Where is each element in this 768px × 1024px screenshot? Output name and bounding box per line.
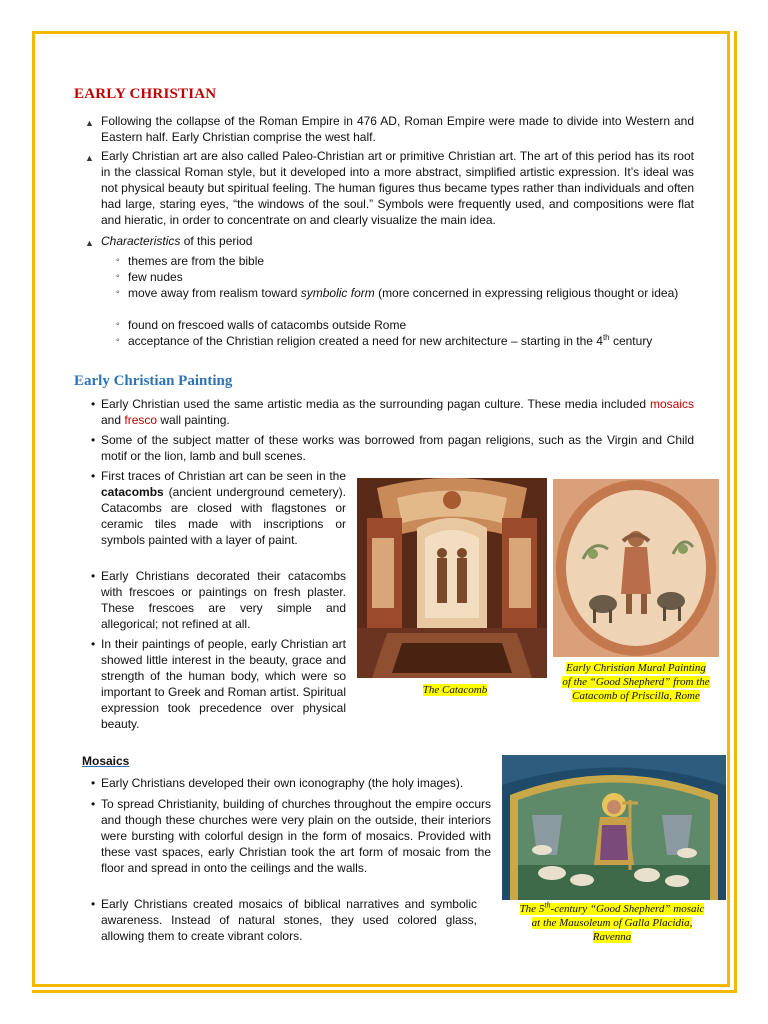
painting-bullet-2: • Some of the subject matter of these works was borrowed from pagan religions, such as the Virgin and Child motif or the lion, lamb and bull scenes. [91,433,694,463]
circle-bullet-icon: ◦ [116,335,120,346]
intro-bullet-1 [85,113,694,145]
good-shepherd-mosaic-image [502,755,726,900]
circle-bullet-icon: ◦ [116,271,120,282]
page-border-outer-bottom [32,990,737,993]
caption-good-shepherd-mosaic: The 5th-century “Good Shepherd” mosaic at the Mausoleum of Galla Placidia, Ravenna [519,900,705,943]
intro-text-1: Following the collapse of the Roman Empire in 476 AD, Roman Empire were made to divide into Western and Eastern half. Early Christian comprise the west half. [101,114,694,144]
triangle-bullet-icon: ▲ [85,153,94,163]
catacomb-image [357,478,547,678]
dot-bullet-icon: • [91,569,96,583]
char-item-1: ◦ themes are from the bible [116,254,265,268]
dot-bullet-icon: • [91,433,96,447]
dot-bullet-icon: • [91,469,96,483]
heading-mosaics: Mosaics [82,754,130,768]
char-item-4: ◦ found on frescoed walls of catacombs outside Rome [116,318,407,332]
char-item-2: ◦ few nudes [116,270,183,284]
caption-catacomb: The Catacomb [422,684,488,696]
intro-bullet-2 [85,148,694,228]
dot-bullet-icon: • [91,776,96,790]
circle-bullet-icon: ◦ [116,287,120,298]
circle-bullet-icon: ◦ [116,255,120,266]
characteristics-label: Characteristics of this period [101,234,253,248]
good-shepherd-mural-image [553,479,719,657]
mosaics-bullet-3: • Early Christians created mosaics of biblical narratives and symbolic awareness. Instead of natural stones, they used colored glass, allowing them to create vibrant colors. [91,897,477,943]
char-item-5: ◦ acceptance of the Christian religion created a need for new architecture – starting in the 4th century [116,333,653,348]
characteristics-bullet [85,233,694,249]
mosaics-bullet-1: • Early Christians developed their own iconography (the holy images). [91,776,464,790]
intro-text-2: Early Christian art are also called Paleo-Christian art or primitive Christian art. The art of this period has its root in the classical Roman style, but it developed into a more abstract, simplified artistic expression. It’s ideal was not physical beauty but spiritual feeling. The human figures thus became types rather than individuals and often had large, staring eyes, “the windows of the soul.” Symbols were frequently used, and compositions were flat and hieratic, in order to concentrate on and clearly visualize the main idea. [101,149,694,227]
painting-bullet-1: • Early Christian used the same artistic media as the surrounding pagan culture. These media included mosaics and fresco wall painting. [91,397,694,427]
dot-bullet-icon: • [91,797,96,811]
painting-bullet-5: • In their paintings of people, early Christian art showed little interest in the beauty, grace and strength of the human body, which were so important to Greek and Roman artist. Spiritual expression took precedence over physical beauty. [91,637,346,731]
dot-bullet-icon: • [91,637,96,651]
heading-early-christian-painting: Early Christian Painting [74,373,233,389]
page-border-outer-right [734,31,737,992]
caption-good-shepherd-mural: Early Christian Mural Painting of the “Good Shepherd” from the Catacomb of Priscilla, Rome [562,662,710,702]
char-item-3: ◦ move away from realism toward symbolic form (more concerned in expressing religious thought or idea) [116,286,679,300]
heading-early-christian: EARLY CHRISTIAN [74,86,217,102]
dot-bullet-icon: • [91,897,96,911]
mosaics-bullet-2: • To spread Christianity, building of churches throughout the empire occurs and though these churches were very plain on the outside, their interiors were bursting with colorful design in the form of mosaics. Provided with these vast spaces, early Christian took the art form of mosaic from the floor and spread in onto the ceilings and the walls. [91,797,491,875]
triangle-bullet-icon: ▲ [85,118,94,128]
triangle-bullet-icon: ▲ [85,238,94,248]
dot-bullet-icon: • [91,397,96,411]
painting-bullet-4: • Early Christians decorated their catacombs with frescoes or paintings on fresh plaster. These frescoes are very simple and allegorical; not refined at all. [91,569,346,631]
painting-bullet-3: • First traces of Christian art can be seen in the catacombs (ancient underground cemetery). Catacombs are closed with flagstones or ceramic tiles made with inscriptions or symbols painted with a layer of paint. [91,469,346,547]
circle-bullet-icon: ◦ [116,319,120,330]
